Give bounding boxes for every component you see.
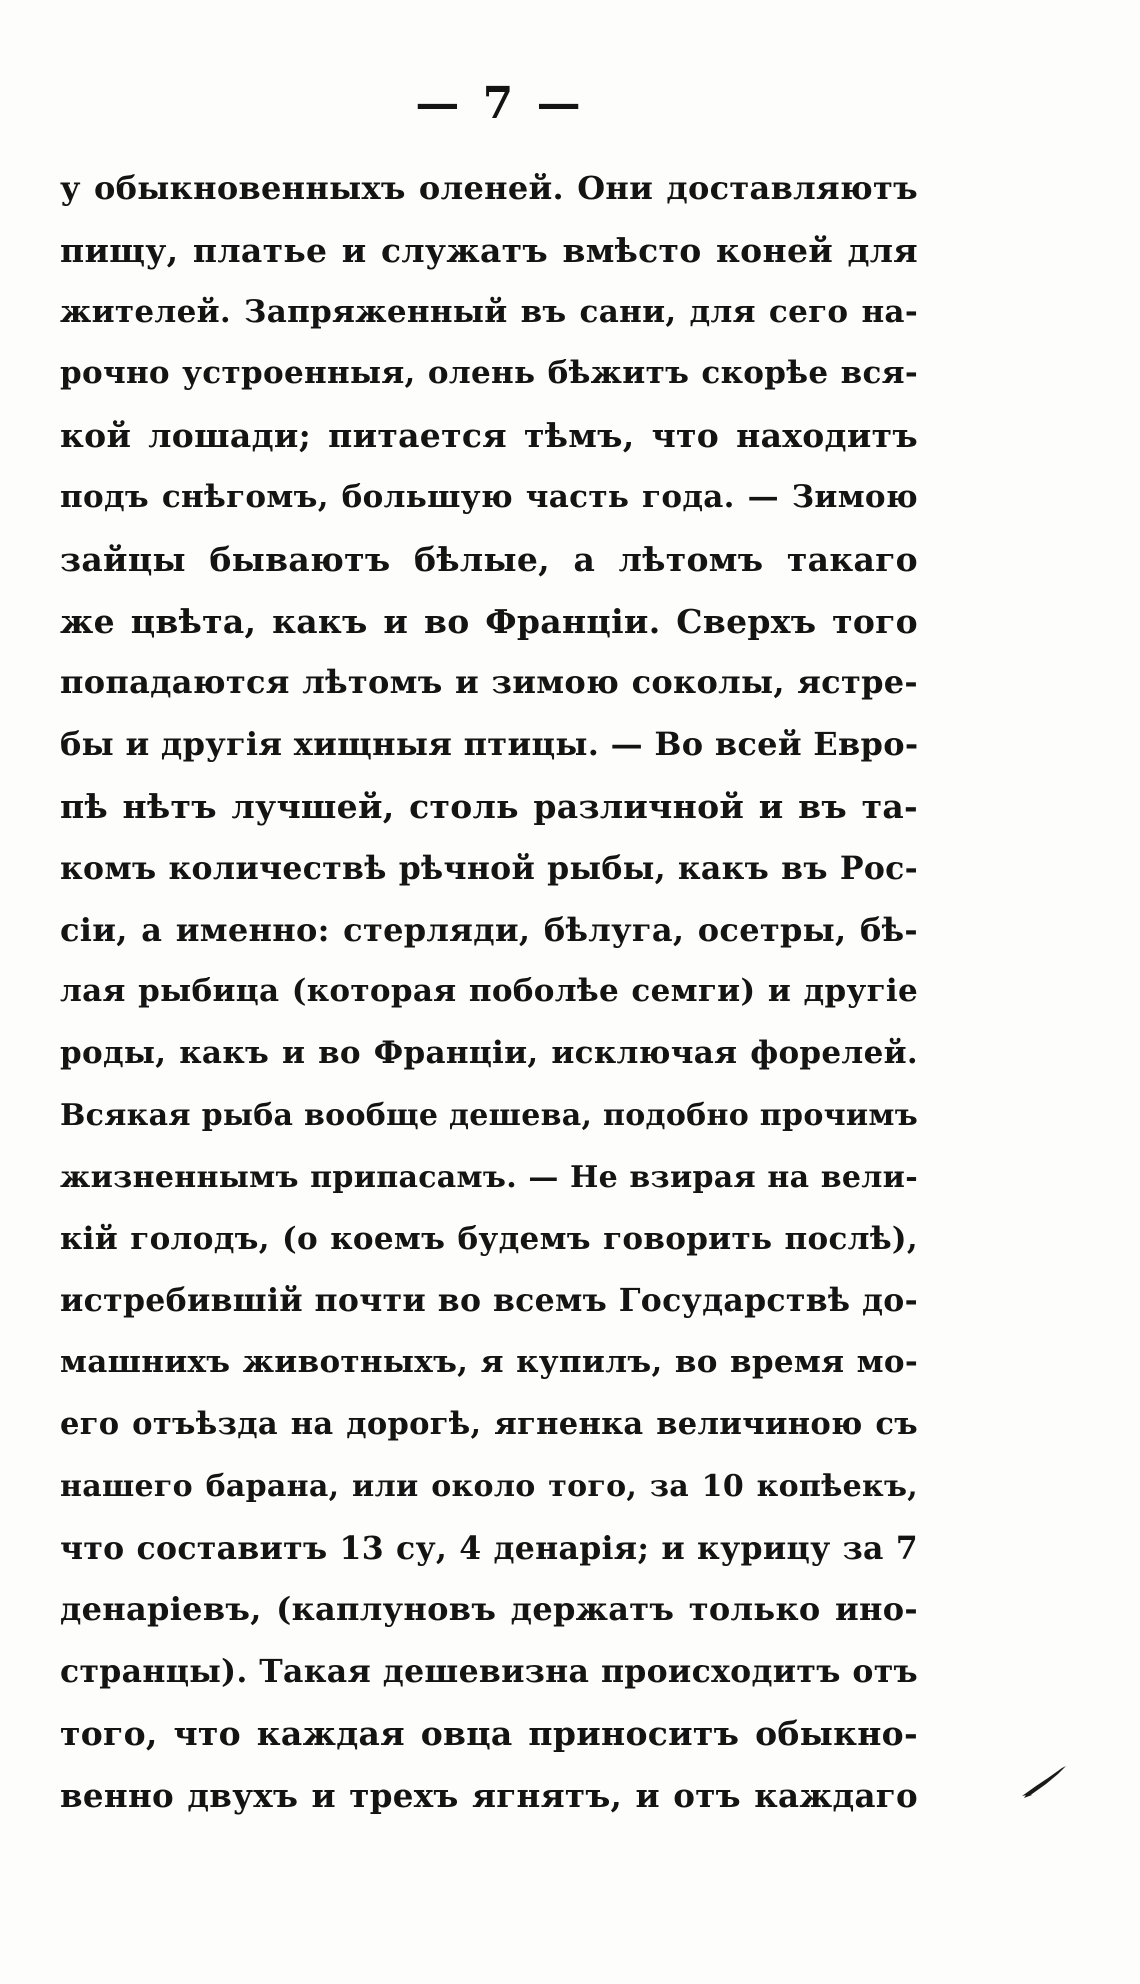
text-line: венно двухъ и трехъ ягнятъ, и отъ каждаго — [60, 1775, 918, 1815]
text-line: комъ количествѣ рѣчной рыбы, какъ въ Рос- — [60, 849, 918, 887]
text-line: того, что каждая овца приноситъ обыкно- — [60, 1713, 918, 1753]
text-line: нашего барана, или около того, за 10 копѣекъ, — [60, 1468, 918, 1504]
text-line: кой лошади; питается тѣмъ, что находитъ — [60, 416, 918, 456]
text-line: его отъѣзда на дорогѣ, ягненка величиною съ — [60, 1405, 918, 1442]
text-line: что составитъ 13 су, 4 денарія; и курицу за 7 — [60, 1529, 918, 1567]
text-line: машнихъ животныхъ, я купилъ, во время мо- — [60, 1344, 918, 1381]
text-line: подъ снѣгомъ, большую часть года. — Зимою — [60, 478, 918, 515]
text-line: кій голодъ, (о коемъ будемъ говорить послѣ), — [60, 1220, 918, 1257]
text-line: пѣ нѣтъ лучшей, столь различной и въ та- — [60, 786, 918, 826]
text-line: истребившій почти во всемъ Государствѣ до- — [60, 1282, 918, 1320]
text-line: у обыкновенныхъ оленей. Они доставляютъ — [60, 169, 918, 207]
text-line: пищу, платье и служатъ вмѣсто коней для — [60, 230, 918, 270]
text-line: рочно устроенныя, олень бѣжитъ скорѣе вся- — [60, 355, 918, 392]
text-line: сіи, а именно: стерляди, бѣлуга, осетры, бѣ- — [60, 910, 918, 949]
ink-mark — [1018, 1762, 1070, 1802]
text-line: денаріевъ, (каплуновъ держатъ только ино- — [60, 1590, 918, 1629]
text-line: лая рыбица (которая поболѣе семги) и другіе — [60, 973, 918, 1010]
text-line: жизненнымъ припасамъ. — Не взирая на вели- — [60, 1159, 918, 1195]
text-line: зайцы бываютъ бѣлые, а лѣтомъ такаго — [60, 539, 918, 579]
text-line: Всякая рыба вообще дешева, подобно прочимъ — [60, 1097, 919, 1133]
page-number: — 7 — — [415, 78, 585, 129]
text-line: жителей. Запряженный въ сани, для сего на- — [60, 293, 918, 330]
text-line: же цвѣта, какъ и во Франціи. Сверхъ того — [60, 601, 918, 641]
text-line: роды, какъ и во Франціи, исключая форелей. — [60, 1035, 918, 1072]
text-line: попадаются лѣтомъ и зимою соколы, ястре- — [60, 663, 918, 702]
body-text — [60, 158, 918, 1827]
text-line: странцы). Такая дешевизна происходитъ отъ — [60, 1653, 918, 1691]
text-line: бы и другія хищныя птицы. — Во всей Евро- — [60, 725, 919, 764]
